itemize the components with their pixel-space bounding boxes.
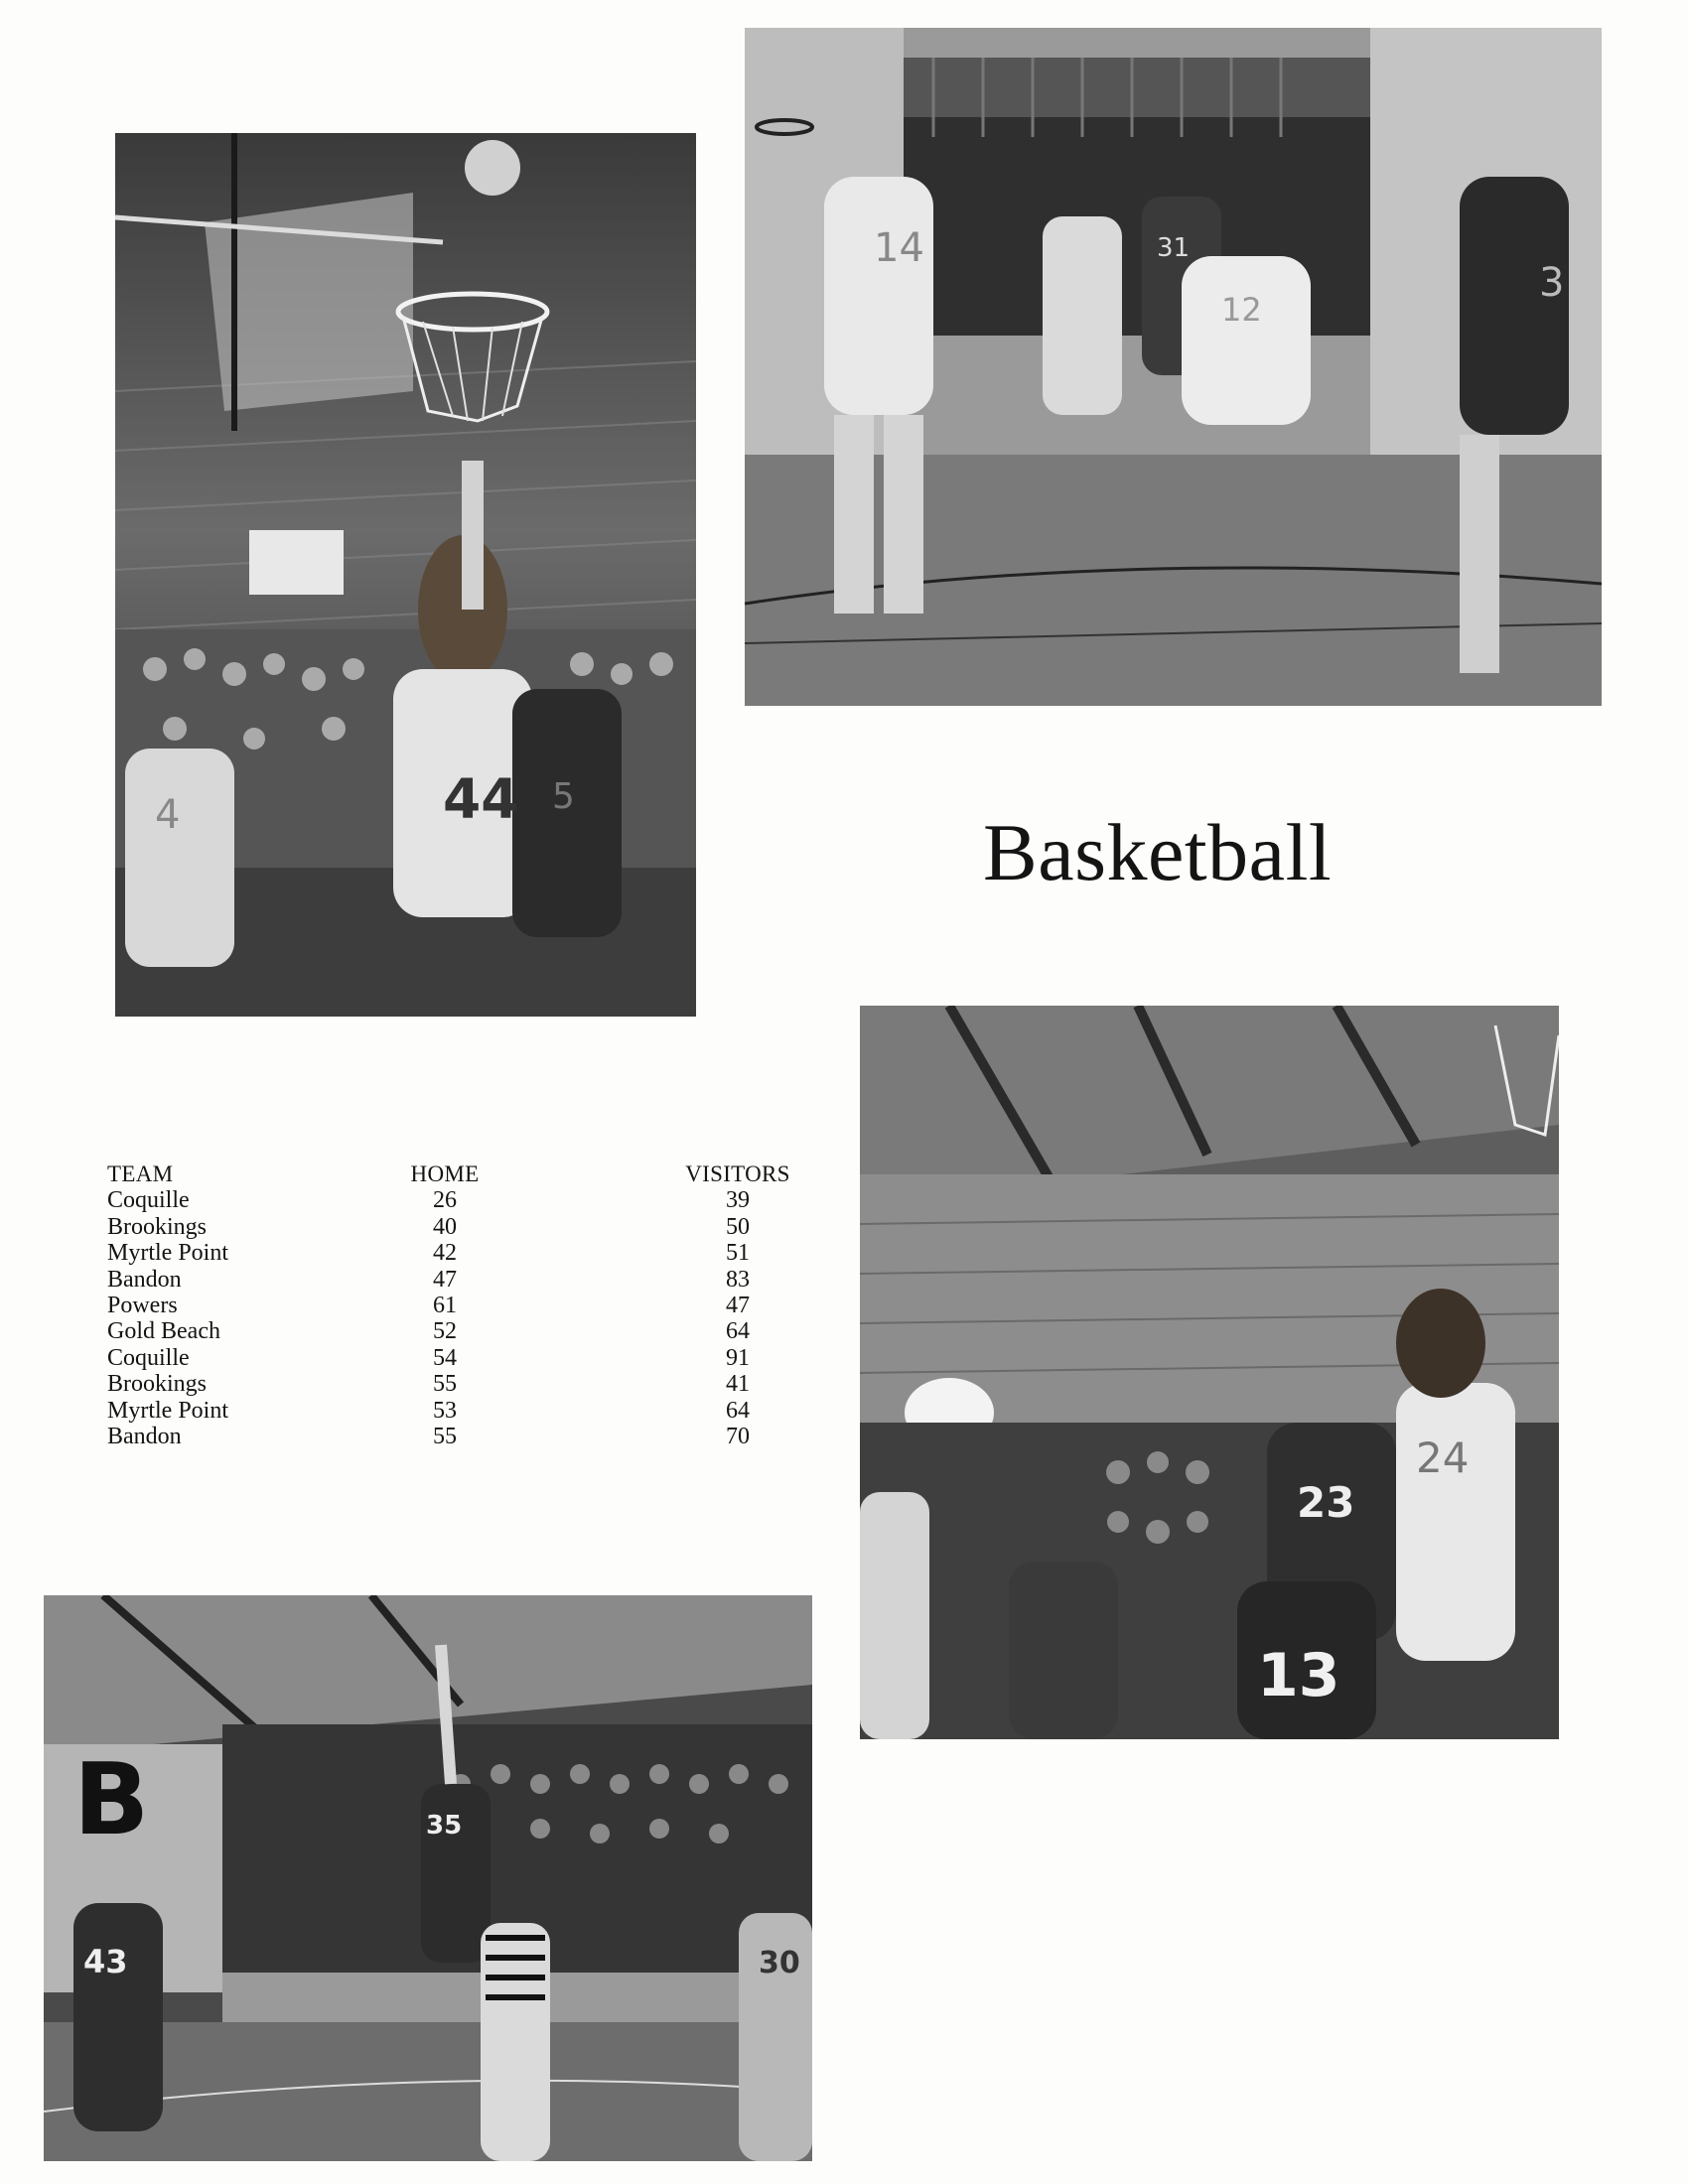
header-team: TEAM [107,1161,174,1186]
jersey-number: 14 [874,225,924,271]
basketball-players-court-photo-icon [745,28,1602,706]
team-name: Coquille [107,1344,190,1371]
jersey-number: 30 [759,1946,800,1980]
team-name: Bandon [107,1423,182,1449]
score-row [107,1240,822,1266]
photo-bottom-left [44,1595,812,2161]
team-name: Brookings [107,1213,208,1240]
score-row [107,1371,822,1397]
home-score: 61 [433,1292,457,1318]
jersey-number: 23 [1297,1478,1355,1527]
photo-middle-right [860,1006,1559,1739]
team-name: Powers [107,1292,178,1318]
home-score: 26 [433,1187,457,1214]
jersey-number: 5 [552,776,575,817]
jersey-number: 24 [1416,1433,1470,1482]
team-name: Myrtle Point [107,1397,229,1424]
score-row [107,1345,822,1371]
score-row [107,1318,822,1344]
basketball-layup-photo-icon [115,133,696,1017]
home-score: 42 [433,1240,457,1267]
score-row [107,1267,822,1293]
jersey-number: 35 [426,1811,463,1841]
basketball-tipoff-photo-icon [44,1595,812,2161]
score-row [107,1424,822,1449]
visitors-score: 50 [726,1213,750,1240]
score-row [107,1187,822,1213]
gym-letter: B [73,1741,150,1857]
team-name: Myrtle Point [107,1240,229,1267]
photo-top-left [115,133,696,1017]
jersey-number: 12 [1221,291,1262,329]
header-visitors: VISITORS [685,1161,790,1186]
page-title: Basketball [983,807,1333,897]
team-name: Gold Beach [107,1318,220,1345]
score-table-header [107,1161,822,1187]
score-row [107,1293,822,1318]
visitors-score: 64 [726,1318,750,1345]
home-score: 55 [433,1423,457,1449]
jersey-number: 44 [443,767,519,831]
jersey-number: 3 [1539,260,1565,306]
score-table [107,1161,822,1449]
home-score: 47 [433,1266,457,1293]
home-score: 54 [433,1344,457,1371]
score-row [107,1214,822,1240]
team-name: Bandon [107,1266,182,1293]
team-name: Coquille [107,1187,190,1214]
home-score: 55 [433,1371,457,1398]
jersey-number: 4 [155,792,181,838]
visitors-score: 83 [726,1266,750,1293]
home-score: 53 [433,1397,457,1424]
visitors-score: 64 [726,1397,750,1424]
jersey-number: 13 [1257,1641,1340,1710]
visitors-score: 47 [726,1292,750,1318]
visitors-score: 70 [726,1423,750,1449]
basketball-rebound-photo-icon [860,1006,1559,1739]
visitors-score: 39 [726,1187,750,1214]
jersey-number: 43 [83,1943,128,1980]
home-score: 52 [433,1318,457,1345]
visitors-score: 51 [726,1240,750,1267]
team-name: Brookings [107,1371,208,1398]
score-row [107,1398,822,1424]
home-score: 40 [433,1213,457,1240]
visitors-score: 91 [726,1344,750,1371]
jersey-number: 31 [1157,233,1191,263]
visitors-score: 41 [726,1371,750,1398]
header-home: HOME [410,1161,480,1186]
photo-top-right [745,28,1602,706]
